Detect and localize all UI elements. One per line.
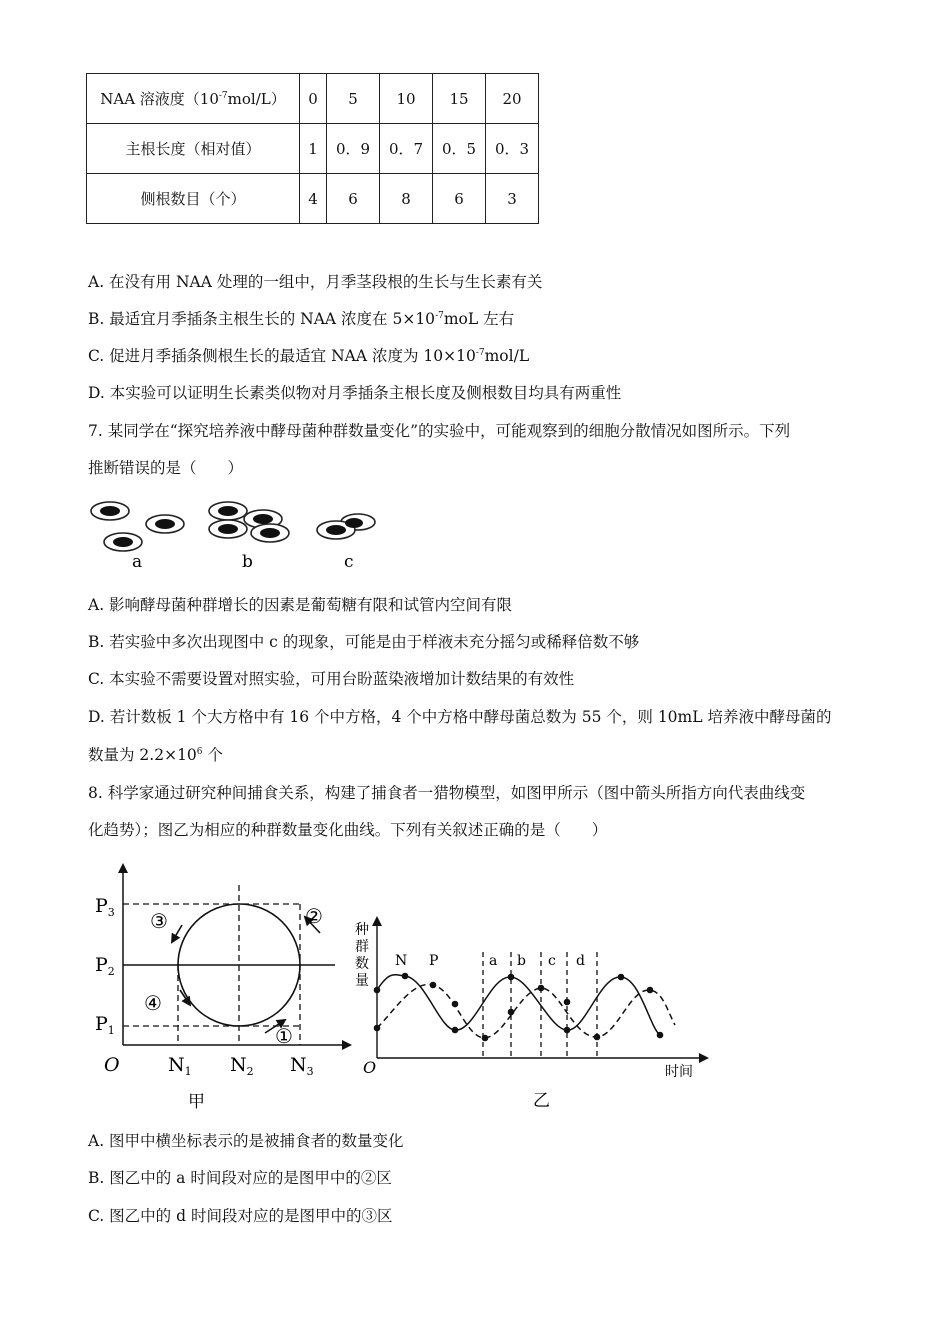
- q7-stem-line2: 推断错误的是（ ）: [88, 459, 244, 477]
- x-axis-label: 时间: [665, 1064, 693, 1080]
- q8-stem-line1: 8. 科学家通过研究种间捕食关系，构建了捕食者一猎物模型，如图甲所示（图中箭头所指方向代表曲线变: [88, 784, 806, 802]
- table-cell: 4: [300, 174, 327, 224]
- q7-option-d-line2: 数量为 $2.2\times 10^6$ 个: [88, 746, 223, 764]
- naa-table: [86, 73, 539, 224]
- x-label-n3: $N_3$: [290, 1054, 314, 1078]
- q8-stem-line2: 化趋势）；图乙为相应的种群数量变化曲线。下列有关叙述正确的是（ ）: [88, 821, 608, 839]
- interval-label-c: c: [548, 953, 556, 969]
- x-label-n1: $N_1$: [168, 1054, 192, 1078]
- table-cell: 6: [433, 174, 486, 224]
- q8-option-b: B. 图乙中的 a 时间段对应的是图甲中的②区: [88, 1169, 392, 1187]
- figure-caption-yi: 乙: [533, 1091, 550, 1111]
- region-mark-2: ②: [305, 904, 323, 928]
- q7-option-d-line1: D. 若计数板 1 个大方格中有 16 个中方格，4 个中方格中酵母菌总数为 55 个，则 10mL 培养液中酵母菌的: [88, 708, 832, 726]
- predator-curve: [377, 984, 675, 1038]
- q6-option-a: A. 在没有用 NAA 处理的一组中，月季茎段根的生长与生长素有关: [88, 273, 543, 291]
- figure-jia: [90, 855, 360, 1115]
- curve-label-p: P: [429, 953, 439, 969]
- interval-label-b: b: [517, 953, 526, 969]
- y-label-p2: $P_2$: [95, 954, 115, 978]
- table-cell: 15: [433, 74, 486, 124]
- origin-label: O: [104, 1054, 120, 1076]
- y-label-p3: $P_3$: [95, 895, 115, 919]
- y-axis-char: 数: [355, 956, 369, 972]
- table-cell: 10: [380, 74, 433, 124]
- figure-yi: [345, 910, 715, 1115]
- table-cell: 6: [327, 174, 380, 224]
- figure-caption-jia: 甲: [188, 1092, 205, 1112]
- table-row: [87, 124, 539, 174]
- q6-option-d: D. 本实验可以证明生长素类似物对月季插条主根长度及侧根数目均具有两重性: [88, 384, 622, 402]
- table-cell: 8: [380, 174, 433, 224]
- table-row-label: 主根长度（相对值）: [87, 124, 300, 174]
- interval-label-a: a: [489, 953, 498, 969]
- region-mark-1: ①: [275, 1024, 293, 1048]
- q8-option-a: A. 图甲中横坐标表示的是被捕食者的数量变化: [88, 1132, 404, 1150]
- table-cell: 0: [300, 74, 327, 124]
- table-cell: 3: [486, 174, 539, 224]
- prey-curve: [377, 975, 660, 1035]
- q7-option-c: C. 本实验不需要设置对照实验，可用台盼蓝染液增加计数结果的有效性: [88, 670, 575, 688]
- q7-option-a: A. 影响酵母菌种群增长的因素是葡萄糖有限和试管内空间有限: [88, 596, 513, 614]
- origin-label: O: [363, 1058, 377, 1077]
- figure-label-c: c: [344, 552, 354, 572]
- x-label-n2: $N_2$: [230, 1054, 254, 1078]
- table-header-label: NAA 溶液度$(10^{-7}mol/L)$: [87, 74, 300, 124]
- q8-option-c: C. 图乙中的 d 时间段对应的是图甲中的③区: [88, 1207, 393, 1225]
- y-axis-char: 群: [355, 939, 369, 955]
- table-cell: 0．7: [380, 124, 433, 174]
- table-cell: 1: [300, 124, 327, 174]
- curve-label-n: N: [395, 953, 408, 969]
- table-cell: 20: [486, 74, 539, 124]
- table-row: [87, 74, 539, 124]
- region-mark-4: ④: [144, 991, 162, 1015]
- table-cell: 0．9: [327, 124, 380, 174]
- y-axis-char: 量: [355, 973, 369, 989]
- figure-label-a: a: [132, 552, 143, 572]
- yeast-figure: [80, 492, 390, 572]
- region-mark-3: ③: [150, 909, 168, 933]
- table-cell: 0．5: [433, 124, 486, 174]
- table-cell: 5: [327, 74, 380, 124]
- figure-label-b: b: [242, 552, 253, 572]
- q7-option-b: B. 若实验中多次出现图中 c 的现象，可能是由于样液未充分摇匀或稀释倍数不够: [88, 633, 640, 651]
- q6-option-c: C. 促进月季插条侧根生长的最适宜 NAA 浓度为 $10\times 10^{-7}mol/L$: [88, 347, 530, 365]
- table-row-label: 侧根数目（个）: [87, 174, 300, 224]
- q7-stem-line1: 7. 某同学在“探究培养液中酵母菌种群数量变化”的实验中，可能观察到的细胞分散情况如图所示。下列: [88, 422, 791, 440]
- table-cell: 0．3: [486, 124, 539, 174]
- interval-label-d: d: [576, 953, 585, 969]
- table-row: [87, 174, 539, 224]
- y-axis-char: 种: [355, 922, 369, 938]
- y-label-p1: $P_1$: [95, 1013, 115, 1037]
- q6-option-b: B. 最适宜月季插条主根生长的 NAA 浓度在 $5\times 10^{-7}moL$ 左右: [88, 310, 515, 328]
